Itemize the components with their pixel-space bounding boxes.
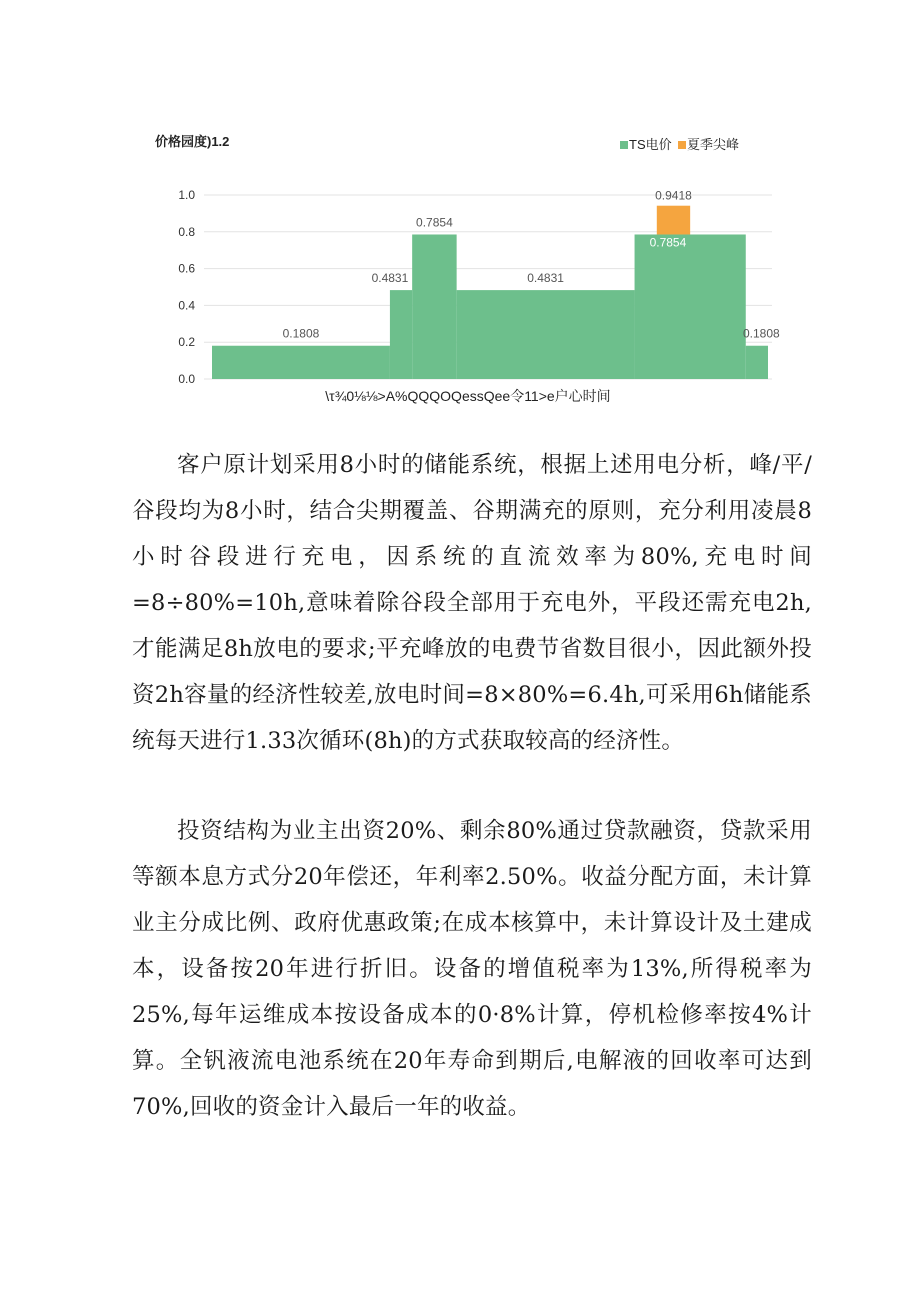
- y-tick-label: 0.6: [178, 261, 195, 276]
- price-bar: [412, 234, 456, 379]
- paragraph-storage-plan: 客户原计划采用8小时的储能系统，根据上述用电分析，峰/平/谷段均为8小时，结合尖期覆盖、谷期满充的原则，充分利用凌晨8小时谷段进行充电，因系统的直流效率为80%,充电时间=8÷80%=10h,意味着除谷段全部用于充电外，平段还需充电2h,才能满足8h放电的要求;平充峰放的电费节省数目很小，因此额外投资2h容量的经济性较差,放电时间=8×80%=6.4h,可采用6h储能系统每天进行1.33次循环(8h)的方式获取较高的经济性。: [132, 452, 812, 754]
- price-bar: [746, 346, 768, 379]
- chart-legend: [620, 137, 739, 152]
- legend-swatch-summer-peak: [678, 141, 686, 149]
- x-axis-label: \τ¾0⅛⅛>A%QQQOQessQee令11>e户心时间: [325, 388, 611, 404]
- data-label: 0.9418: [655, 188, 692, 203]
- y-tick-label: 0.0: [178, 372, 195, 386]
- data-label: 0.4831: [527, 271, 564, 286]
- y-axis-label: 价格园度)1.2: [155, 134, 230, 149]
- y-axis-ticks: [178, 188, 195, 386]
- data-label: 0.1808: [742, 326, 780, 341]
- y-tick-label: 0.2: [178, 335, 195, 350]
- summer-peak-bar: [657, 206, 690, 235]
- y-tick-label: 1.0: [178, 188, 195, 202]
- data-label: 0.7854: [649, 235, 687, 250]
- price-bar: [635, 234, 746, 379]
- data-label: 0.4831: [371, 271, 409, 286]
- price-bar: [390, 290, 412, 379]
- price-bar: [212, 346, 390, 379]
- data-label: 0.7854: [416, 215, 453, 230]
- paragraph-investment-structure: 投资结构为业主出资20%、剩余80%通过贷款融资，贷款采用等额本息方式分20年偿还，年利率2.50%。收益分配方面，未计算业主分成比例、政府优惠政策;在成本核算中，未计算设计及土建成本，设备按20年进行折旧。设备的增值税率为13%,所得税率为25%,每年运维成本按设备成本的0·8%计算，停机检修率按4%计算。全钒液流电池系统在20年寿命到期后,电解液的回收率可达到70%,回收的资金计入最后一年的收益。: [132, 818, 812, 1120]
- price-bar: [457, 290, 635, 379]
- electricity-price-chart: [140, 120, 790, 420]
- y-tick-label: 0.4: [178, 298, 195, 313]
- legend-swatch-ts: [620, 141, 628, 149]
- legend-label-summer-peak: 夏季尖峰: [687, 137, 740, 152]
- y-tick-label: 0.8: [178, 224, 195, 239]
- legend-label-ts: TS电价: [629, 137, 672, 152]
- data-label: 0.1808: [282, 326, 320, 341]
